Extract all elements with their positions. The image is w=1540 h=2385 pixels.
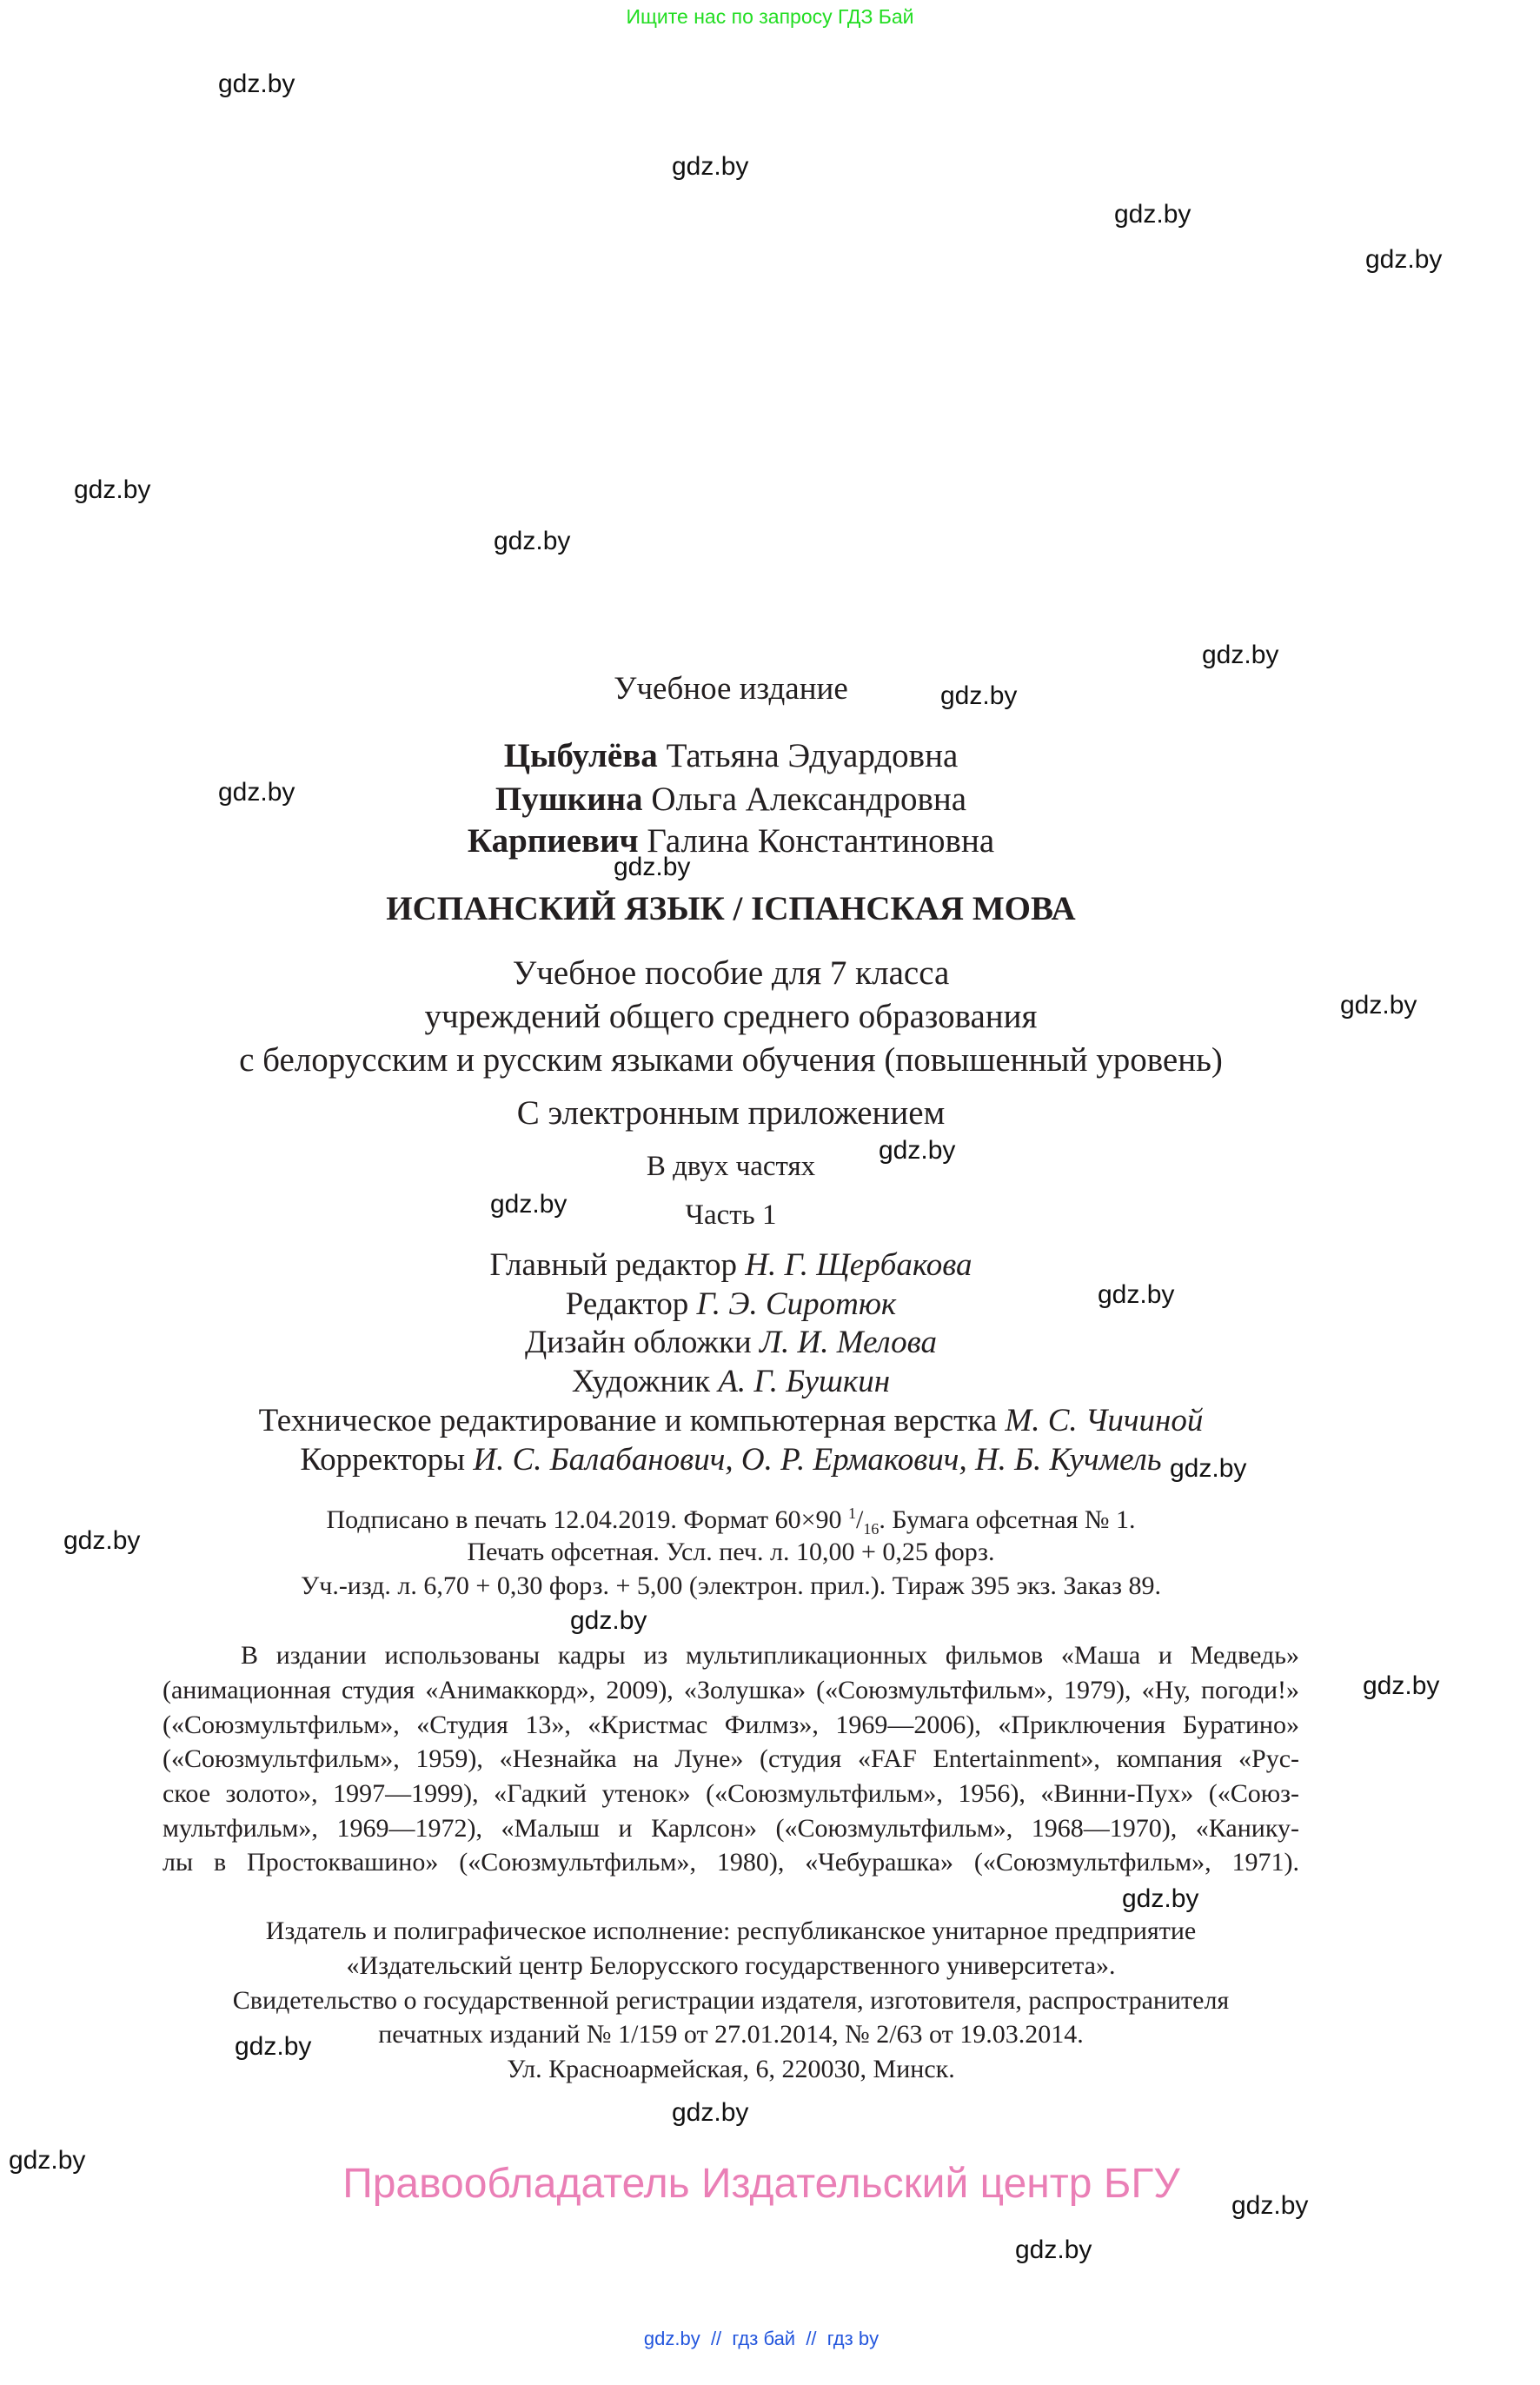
staff-name: Н. Г. Щербакова — [745, 1247, 972, 1283]
watermark: gdz.by — [1122, 1884, 1199, 1913]
watermark: gdz.by — [9, 2146, 86, 2175]
staff-line — [0, 1326, 1462, 1359]
watermark: gdz.by — [490, 1190, 568, 1219]
staff-role: Художник — [571, 1364, 711, 1399]
watermark: gdz.by — [1170, 1454, 1247, 1483]
author-name: Татьяна Эдуардовна — [666, 737, 959, 774]
credits-line: В издании использованы кадры из мультипликационных фильмов «Маша и Медведь» — [241, 1641, 1299, 1670]
watermark: gdz.by — [1365, 245, 1443, 274]
format-fraction-denominator: 16 — [863, 1520, 880, 1538]
search-hint: Ищите нас по запросу ГДЗ Бай — [626, 5, 914, 28]
print-info-line: Уч.-изд. л. 6,70 + 0,30 форз. + 5,00 (электрон. прил.). Тираж 395 экз. Заказ 89. — [300, 1571, 1161, 1600]
credits-line: («Союзмультфильм», 1959), «Незнайка на Луне» (студия «FAF Entertainment», компания «Рус- — [163, 1744, 1299, 1773]
author — [0, 739, 1462, 773]
staff-role: Корректоры — [300, 1442, 466, 1478]
publisher-line: Издатель и полиграфическое исполнение: республиканское унитарное предприятие — [265, 1917, 1197, 1945]
staff-line — [0, 1288, 1462, 1320]
credits-line: (анимационная студия «Анимаккорд», 2009), «Золушка» («Союзмультфильм», 1979), «Ну, погоди!» — [163, 1676, 1299, 1704]
format-fraction-numerator: 1 — [848, 1505, 857, 1522]
watermark: gdz.by — [672, 2098, 749, 2127]
staff-role: Дизайн обложки — [525, 1325, 752, 1360]
publisher-line: печатных изданий № 1/159 от 27.01.2014, № 2/63 от 19.03.2014. — [378, 2020, 1084, 2049]
print-info-text: Подписано в печать 12.04.2019. Формат 60×90 — [326, 1505, 849, 1534]
watermark: gdz.by — [218, 70, 295, 98]
print-info-text: . Бумага офсетная № 1. — [879, 1505, 1136, 1534]
staff-name: Г. Э. Сиротюк — [696, 1286, 897, 1322]
credits-line: лы в Простоквашино» («Союзмультфильм», 1980), «Чебурашка» («Союзмультфильм», 1971). — [163, 1848, 1299, 1877]
watermark: gdz.by — [1098, 1280, 1175, 1309]
staff-line — [0, 1444, 1462, 1476]
author-surname: Карпиевич — [467, 822, 639, 860]
print-info-line: Печать офсетная. Усл. печ. л. 10,00 + 0,25 форз. — [467, 1538, 995, 1566]
subtitle-line: с белорусским и русским языками обучения (повышенный уровень) — [239, 1041, 1223, 1079]
publisher-line: «Издательский центр Белорусского государственного университета». — [346, 1951, 1116, 1980]
staff-line — [0, 1365, 1462, 1398]
supplement-note: С электронным приложением — [516, 1094, 946, 1132]
publisher-line: Ул. Красноармейская, 6, 220030, Минск. — [507, 2055, 955, 2083]
watermark: gdz.by — [614, 853, 691, 881]
watermark: gdz.by — [879, 1136, 956, 1165]
watermark: gdz.by — [218, 778, 295, 807]
credits-line: ское золото», 1997—1999), «Гадкий утенок» («Союзмультфильм», 1956), «Винни-Пух» («Союз- — [163, 1779, 1299, 1808]
book-title: ИСПАНСКИЙ ЯЗЫК / ІСПАНСКАЯ МОВА — [386, 890, 1076, 927]
watermark: gdz.by — [494, 527, 571, 555]
watermark: gdz.by — [1340, 991, 1417, 1020]
copyright-owner-notice: Правообладатель Издательский центр БГУ — [342, 2161, 1180, 2207]
staff-role: Техническое редактирование и компьютерная верстка — [258, 1403, 998, 1438]
staff-line — [0, 1405, 1462, 1437]
author — [0, 824, 1462, 858]
watermark: gdz.by — [63, 1526, 141, 1555]
publisher-line: Свидетельство о государственной регистрации издателя, изготовителя, распространителя — [232, 1986, 1230, 2015]
watermark: gdz.by — [1114, 200, 1192, 229]
author — [0, 778, 1462, 818]
author-name: Ольга Александровна — [651, 781, 967, 818]
watermark: gdz.by — [1231, 2191, 1309, 2220]
staff-name: Л. И. Мелова — [759, 1325, 937, 1360]
credits-line: мультфильм», 1969—1972), «Малыш и Карлсон» («Союзмультфильм», 1968—1970), «Канику- — [163, 1814, 1299, 1843]
staff-role: Главный редактор — [489, 1247, 737, 1283]
subtitle-line: учреждений общего среднего образования — [424, 998, 1038, 1035]
footer-links: gdz.by // гдз бай // гдз by — [643, 2328, 880, 2349]
credits-line: («Союзмультфильм», «Студия 13», «Кристмас Филмз», 1969—2006), «Приключения Буратино» — [163, 1711, 1299, 1739]
staff-name: И. С. Балабанович, О. Р. Ермакович, Н. Б. Кучмель — [473, 1442, 1162, 1478]
watermark: gdz.by — [1202, 641, 1279, 669]
edition-type: Учебное издание — [614, 671, 848, 707]
author-surname: Пушкина — [495, 781, 643, 818]
watermark: gdz.by — [672, 152, 749, 181]
watermark: gdz.by — [570, 1606, 647, 1635]
staff-name: М. С. Чичиной — [1005, 1403, 1204, 1438]
author-surname: Цыбулёва — [503, 737, 658, 774]
watermark: gdz.by — [74, 475, 151, 504]
subtitle-line: Учебное пособие для 7 класса — [512, 954, 950, 992]
print-info-line: Подписано в печать 12.04.2019. Формат 60×90 $^1/_{16}$. Бумага офсетная № 1. — [326, 1505, 1136, 1538]
staff-name: А. Г. Бушкин — [718, 1364, 891, 1399]
part-number: Часть 1 — [685, 1199, 777, 1231]
watermark: gdz.by — [1015, 2236, 1092, 2264]
staff-line — [0, 1249, 1462, 1281]
staff-role: Редактор — [565, 1286, 689, 1322]
watermark: gdz.by — [940, 681, 1018, 710]
watermark: gdz.by — [235, 2032, 312, 2061]
watermark: gdz.by — [1363, 1671, 1440, 1700]
parts-note: В двух частях — [646, 1151, 816, 1182]
author-name: Галина Константиновна — [647, 822, 995, 860]
